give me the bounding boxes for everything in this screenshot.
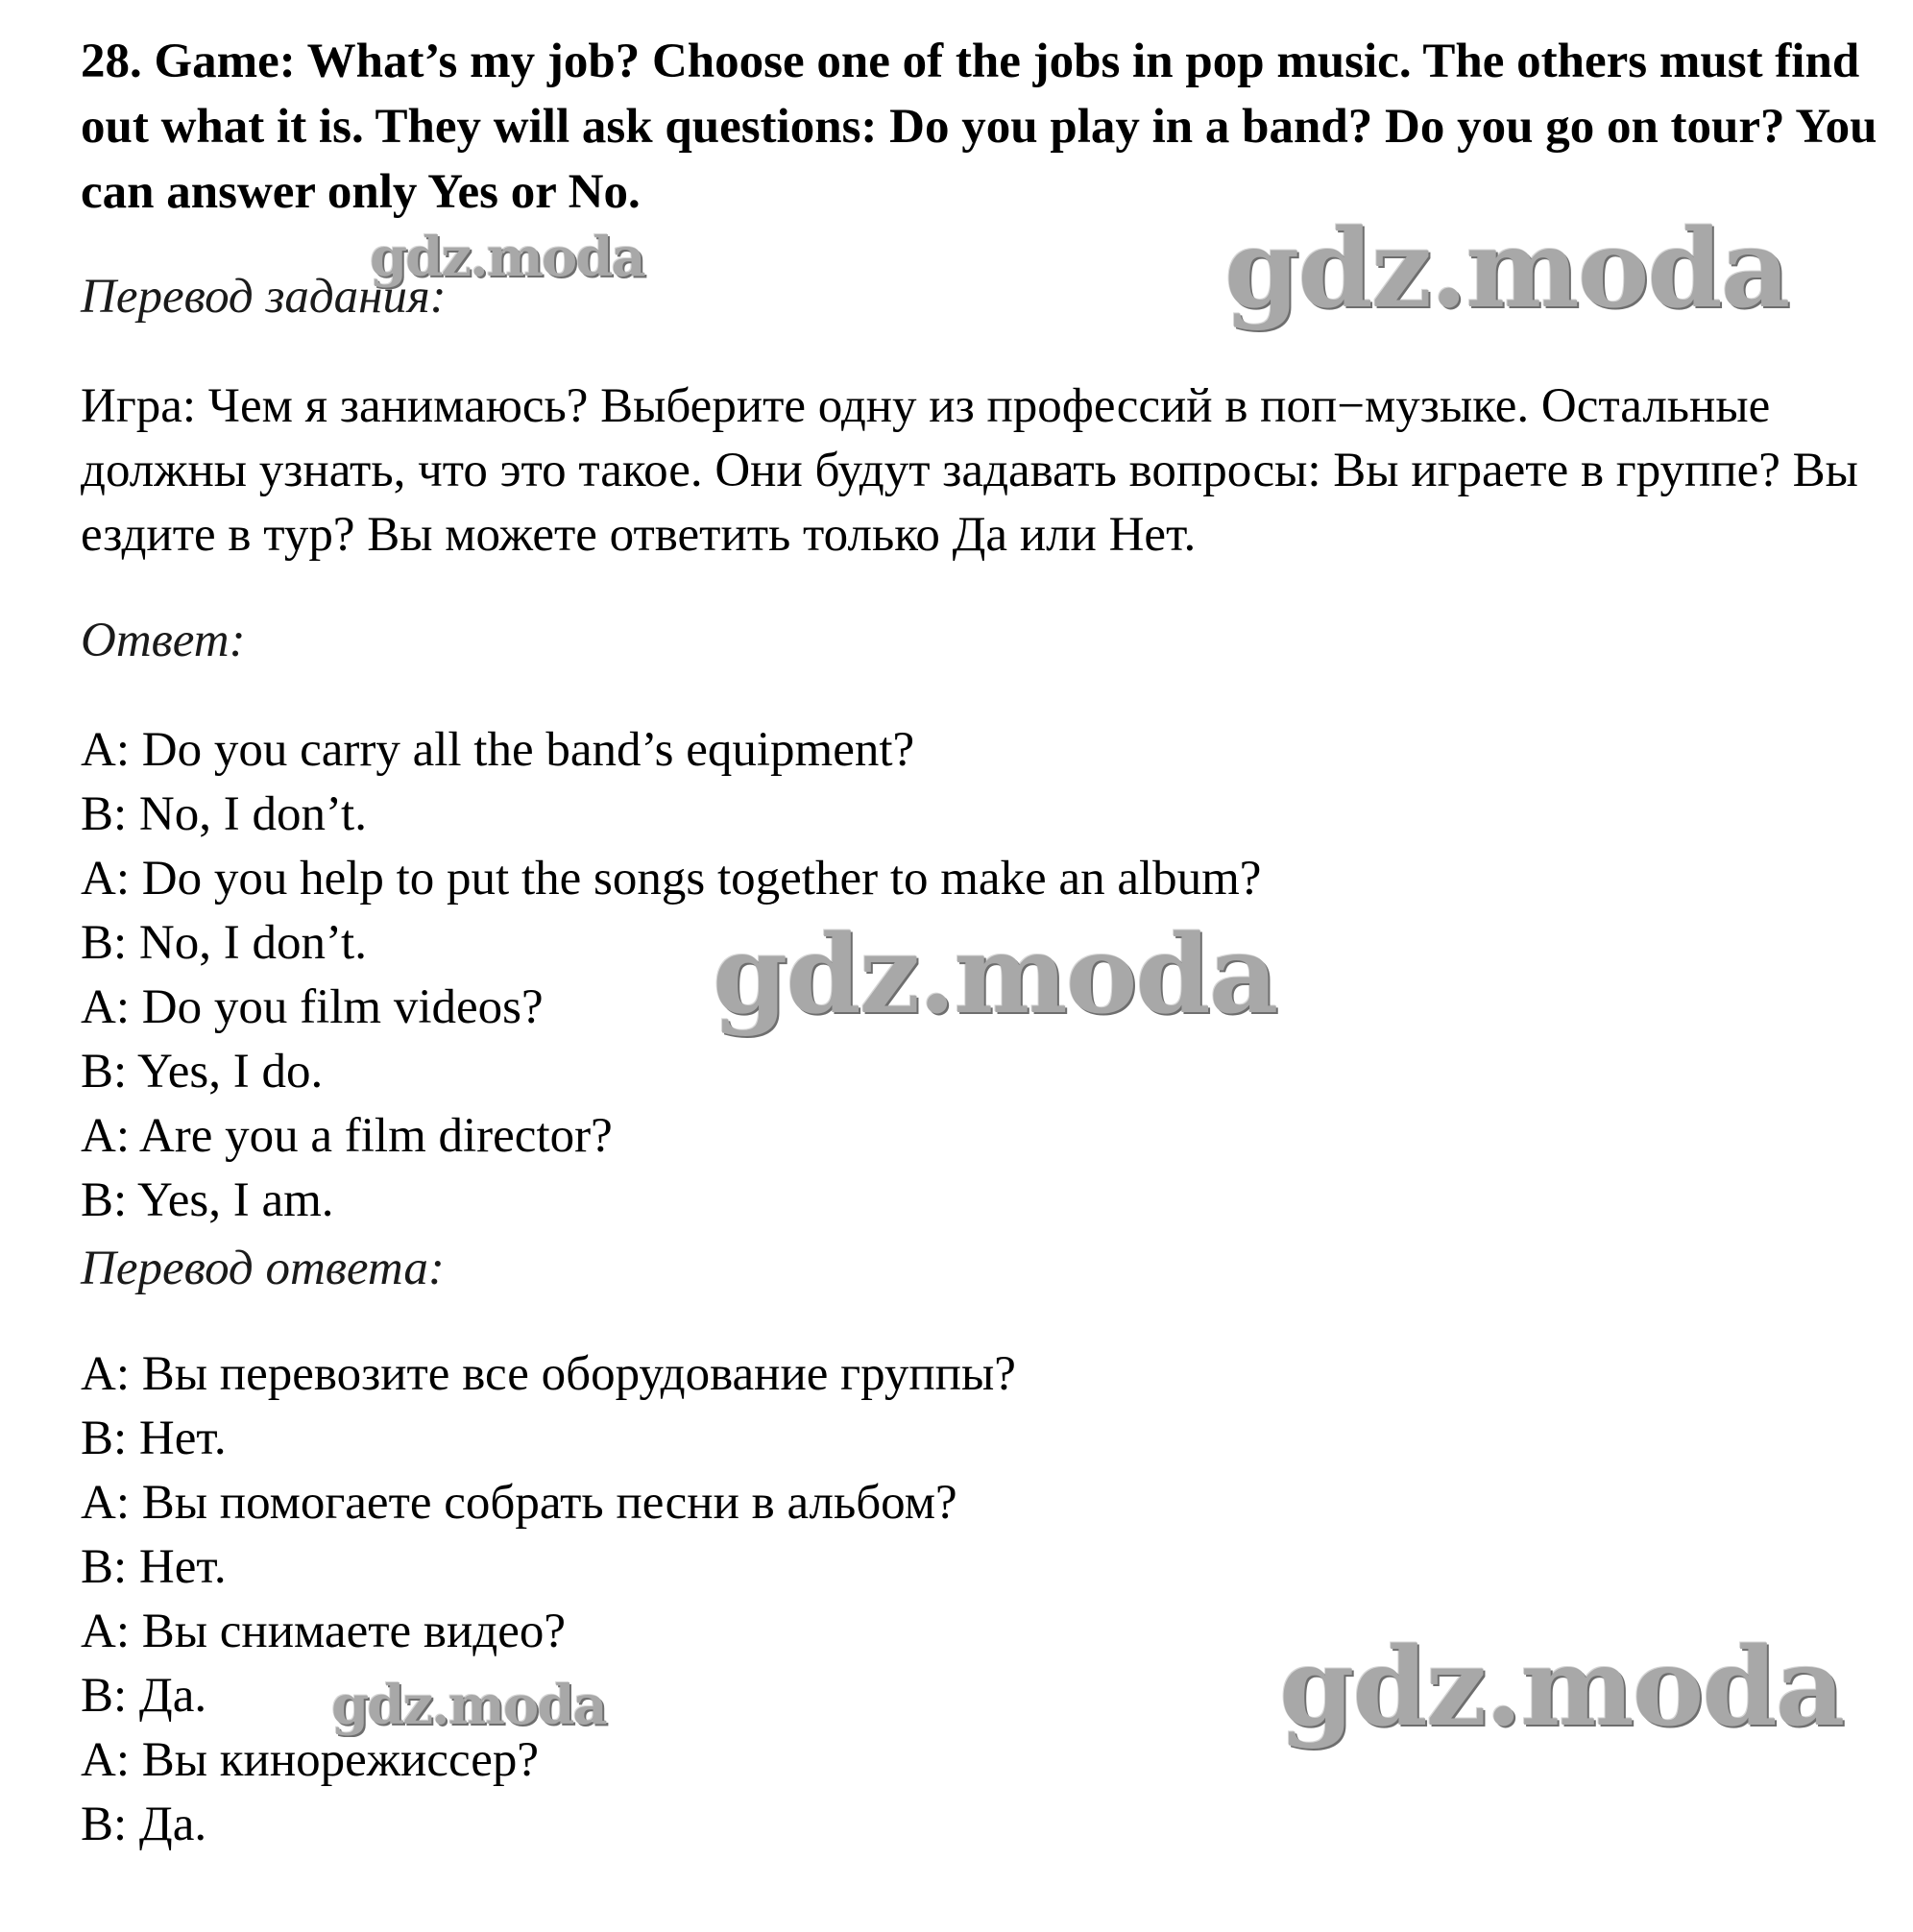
dialog-line: A: Вы помогаете собрать песни в альбом? <box>81 1476 957 1530</box>
dialog-line: B: No, I don’t. <box>81 916 367 970</box>
watermark: gdz.moda <box>331 1674 606 1737</box>
dialog-line: B: Yes, I am. <box>81 1173 334 1227</box>
dialog-line: A: Do you carry all the band’s equipment? <box>81 723 915 777</box>
task-translation-label: Перевод задания: <box>81 270 447 324</box>
answer-translation-dialog <box>81 1342 1016 1857</box>
watermark: gdz.moda <box>1224 206 1789 332</box>
dialog-line: B: Да. <box>81 1798 207 1851</box>
task-heading: 28. Game: What’s my job? Choose one of the jobs in pop music. The others must find out what it is. They will ask questions: Do you play in a band? Do you go on tour? You can answer only Yes or No. <box>81 35 1877 219</box>
task-translation-text: Игра: Чем я занимаюсь? Выберите одну из профессий в поп−музыке. Остальные должны узнать, что это такое. Они будут задавать вопросы: Вы играете в группе? Вы ездите в тур? Вы можете ответить только Да или Нет. <box>81 379 1858 562</box>
dialog-line: B: Да. <box>81 1669 207 1723</box>
watermark: gdz.moda <box>713 912 1277 1038</box>
dialog-line: B: Yes, I do. <box>81 1045 324 1099</box>
answer-translation-label: Перевод ответа: <box>81 1242 445 1295</box>
dialog-line: A: Вы снимаете видео? <box>81 1605 566 1658</box>
dialog-line: B: No, I don’t. <box>81 787 367 841</box>
answer-label: Ответ: <box>81 614 246 667</box>
watermark: gdz.moda <box>370 226 644 289</box>
watermark: gdz.moda <box>1279 1625 1844 1751</box>
dialog-line: B: Нет. <box>81 1412 227 1465</box>
dialog-line: A: Вы перевозите все оборудование группы? <box>81 1347 1016 1401</box>
dialog-line: B: Нет. <box>81 1540 227 1594</box>
dialog-line: A: Are you a film director? <box>81 1109 613 1163</box>
dialog-line: A: Do you film videos? <box>81 980 544 1034</box>
dialog-line: A: Do you help to put the songs together to make an album? <box>81 852 1262 906</box>
dialog-line: A: Вы кинорежиссер? <box>81 1733 539 1787</box>
